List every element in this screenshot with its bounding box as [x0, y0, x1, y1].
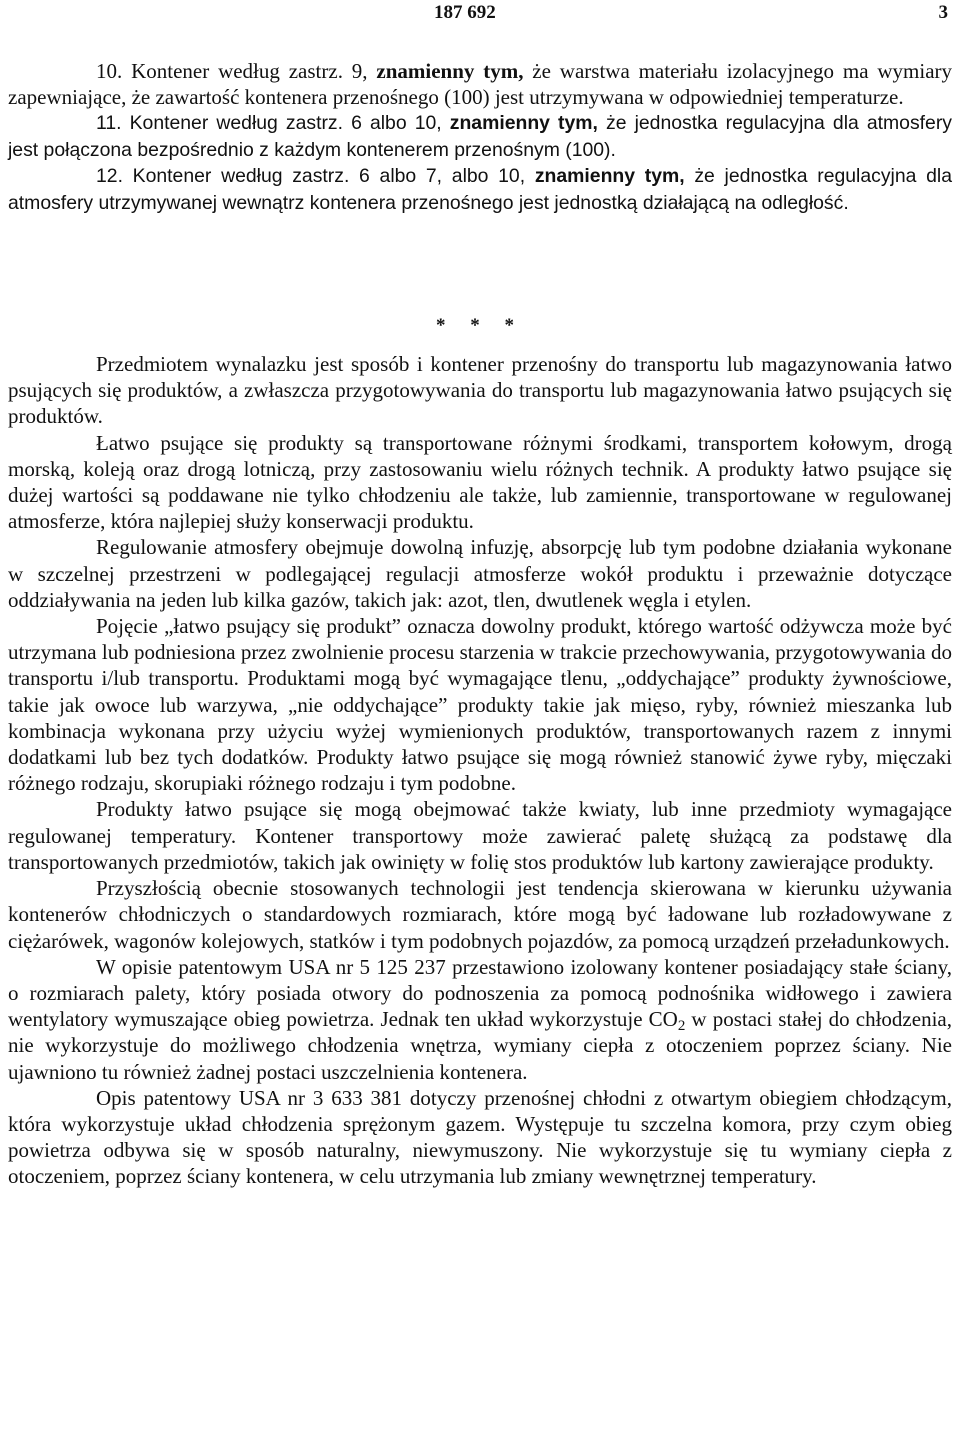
- description-paragraph: Łatwo psujące się produkty są transportowane różnymi środkami, transportem kołowym, drogą morską, koleją oraz drogą lotniczą, przy zastosowaniu wielu różnych technik. A produkty łatwo psujące się dużej wartości są poddawane nie tylko chłodzeniu ale także, lub zamiennie, transportowane w regulowanej atmosferze, która najlepiej służy konserwacji produktu.: [8, 430, 952, 534]
- claim-10-text: 10. Kontener według zastrz. 9,: [96, 59, 377, 83]
- claim-11-text-end: że jednostka regulacyjna dla atmosfery jest połączona bezpośrednio z każdym kontenerem przenośnym (100).: [8, 112, 952, 161]
- claim-11-keyword: znamienny tym,: [449, 112, 598, 135]
- page-body: [8, 58, 952, 1190]
- claim-12-text-end: że jednostka regulacyjna dla atmosfery utrzymywanej wewnątrz kontenera przenośnego jest jednostką działającą na odległość.: [8, 165, 952, 214]
- claim-10: [8, 58, 952, 110]
- claim-11-text: 11. Kontener według zastrz. 6 albo 10,: [96, 112, 450, 135]
- section-separator: * * *: [436, 315, 524, 337]
- final-paragraph: Opis patentowy USA nr 3 633 381 dotyczy przenośnej chłodni z otwartym obiegiem chłodzącym, która wykorzystuje układ chłodzenia sprężonym gazem. Występuje tu szczelna komora, przy czym obieg powietrza odbywa się w sposób naturalny, niewymuszony. Nie wykorzystuje się tu wymiany ciepła z otoczeniem, poprzez ściany kontenera, w celu utrzymania lub zmiany wewnętrznej temperatury.: [8, 1085, 952, 1189]
- description-paragraph: Pojęcie „łatwo psujący się produkt” oznacza dowolny produkt, którego wartość odżywcza może być utrzymana lub podniesiona przez zwolnienie procesu starzenia w trakcie przechowywania, przygotowywania do transportu i/lub transportu. Produktami mogą być wymagające tlenu, „oddychające” produkty żywnościowe, takie jak owoce lub warzywa, „nie oddychające” produkty takie jak mięso, ryby, również mieszanka lub kombinacja wykonana przy użyciu wyżej wymienionych produktów, transportowanych razem z innymi dodatkami lub bez tych dodatków. Produkty łatwo psujące się mogą również stanowić żywe ryby, mięczaki różnego rodzaju, skorupiaki różnego rodzaju i tym podobne.: [8, 614, 952, 796]
- section-gap: [8, 216, 952, 311]
- claim-12: [8, 163, 952, 216]
- us-patent-text: W opisie patentowym USA nr 5 125 237 przestawiono izolowany kontener posiadający stałe ściany, o rozmiarach palety, który posiada otwory do podnoszenia za pomocą podnośnika widłowego i zawiera wentylatory wymuszające obieg powietrza. Jednak ten układ wykorzystuje CO: [8, 954, 952, 1032]
- patent-number: 187 692: [434, 2, 496, 23]
- claim-12-text: 12. Kontener według zastrz. 6 albo 7, albo 10,: [96, 165, 535, 188]
- claim-11: [8, 110, 952, 163]
- description-paragraph: Przedmiotem wynalazku jest sposób i kontener przenośny do transportu lub magazynowania łatwo psujących się produktów, a zwłaszcza przygotowywania do transportu lub magazynowania łatwo psujących się produktów.: [8, 352, 952, 429]
- description-paragraph: Regulowanie atmosfery obejmuje dowolną infuzję, absorpcję lub tym podobne działania wykonane w szczelnej przestrzeni w podlegającej regulacji atmosferze wokół produktu i przeważnie dotyczące oddziaływania na jeden lub kilka gazów, takich jak: azot, tlen, dwutlenek węgla i etylen.: [8, 535, 952, 612]
- subscript-two: 2: [677, 1018, 686, 1035]
- claim-12-keyword: znamienny tym,: [534, 165, 685, 188]
- us-patent-paragraph: [8, 954, 952, 1085]
- page-header: [0, 2, 960, 26]
- claim-10-keyword: znamienny tym,: [376, 59, 524, 83]
- page-number: 3: [938, 2, 948, 23]
- description-paragraph: Produkty łatwo psujące się mogą obejmować także kwiaty, lub inne przedmioty wymagające regulowanej temperatury. Kontener transportowy może zawierać paletę służącą za podstawę dla transportowanych przedmiotów, takich jak owinięty w folię stos produktów lub kartony zawierające produkty.: [8, 797, 952, 874]
- description-paragraph: Przyszłością obecnie stosowanych technologii jest tendencja skierowana w kierunku używania kontenerów chłodniczych o standardowych rozmiarach, które mogą być ładowane lub rozładowywane z ciężarówek, wagonów kolejowych, statków i tym podobnych pojazdów, za pomocą urządzeń przeładunkowych.: [8, 876, 952, 953]
- claim-10-text-end: że warstwa materiału izolacyjnego ma wymiary zapewniające, że zawartość kontenera przenośnego (100) jest utrzymywana w odpowiedniej temperaturze.: [8, 59, 953, 110]
- us-patent-text-end: w postaci stałej do chłodzenia, nie wykorzystuje do możliwego chłodzenia wnętrza, wymiany ciepła z otoczeniem poprzez ściany. Nie ujawniono tu również żadnej postaci uszczelnienia kontenera.: [8, 1007, 952, 1084]
